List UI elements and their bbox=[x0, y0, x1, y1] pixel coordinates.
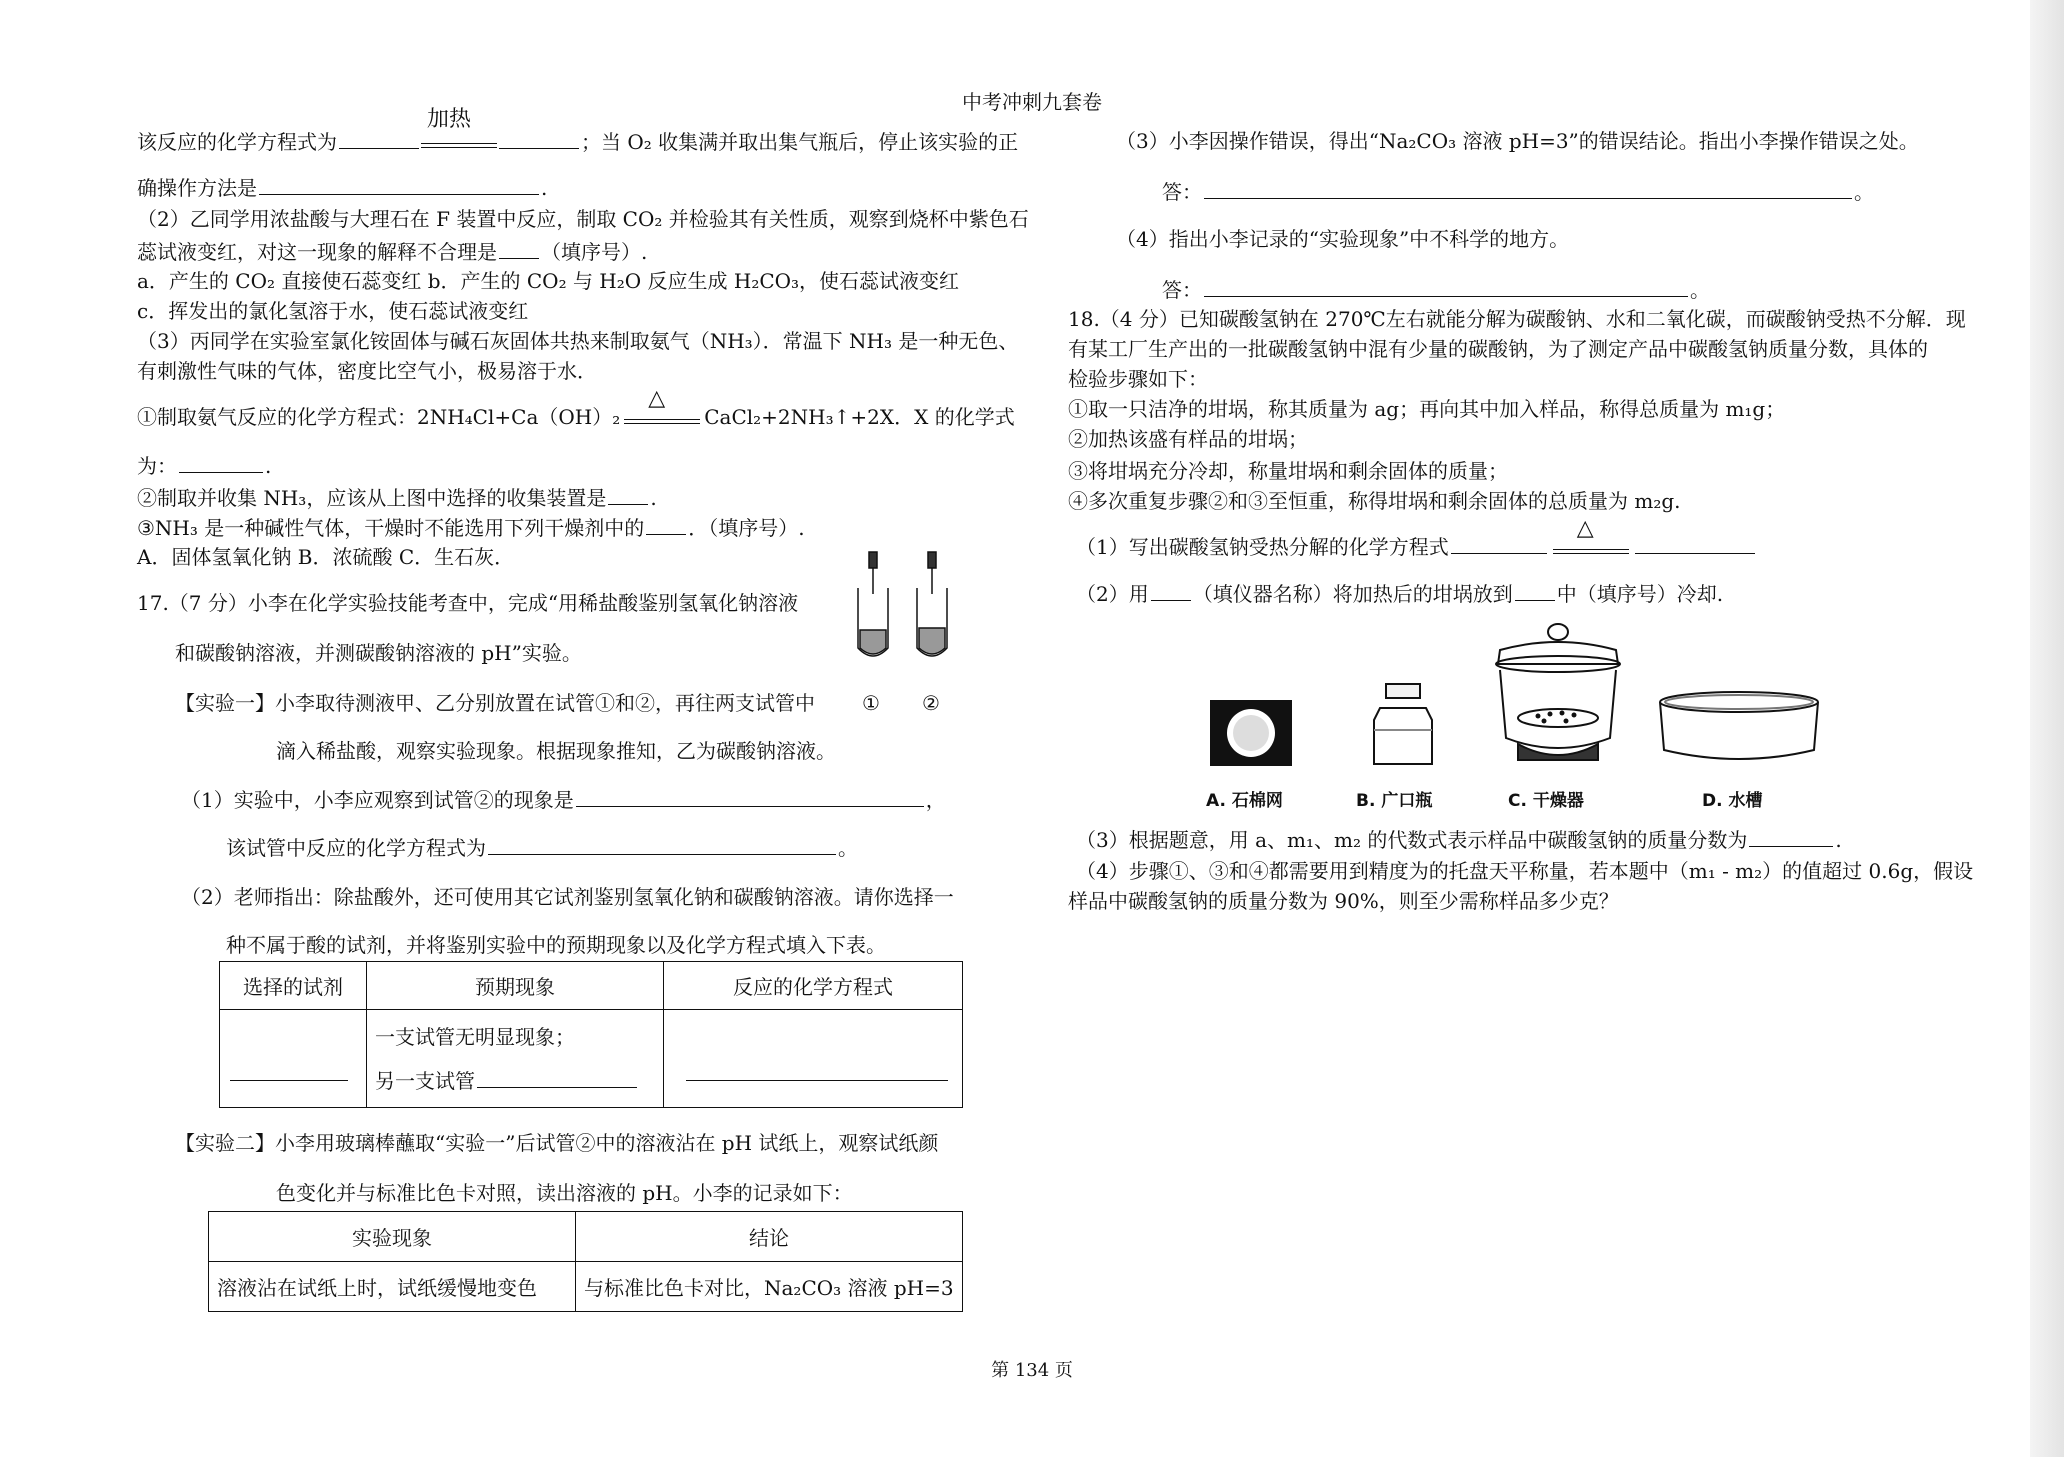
step-2: ②加热该盛有样品的坩埚； bbox=[1068, 427, 1308, 451]
left-line-1: 该反应的化学方程式为 加热 ；当 O₂ 收集满并取出集气瓶后，停止该实验的正 bbox=[137, 107, 1019, 154]
label-desiccator: C. 干燥器 bbox=[1508, 791, 1584, 811]
blank[interactable] bbox=[259, 174, 539, 195]
blank[interactable] bbox=[1204, 276, 1688, 297]
experiment-2-line-1: 【实验二】小李用玻璃棒蘸取“实验一”后试管②中的溶液沾在 pH 试纸上，观察试纸颜 bbox=[175, 1131, 939, 1155]
equation-cell[interactable] bbox=[664, 1010, 963, 1108]
step-1: ①取一只洁净的坩埚，称其质量为 ag；再向其中加入样品，称得总质量为 m₁g； bbox=[1068, 397, 1786, 421]
asbestos-gauze-icon bbox=[1210, 700, 1292, 766]
blank[interactable] bbox=[1451, 533, 1547, 554]
blank[interactable] bbox=[1515, 580, 1555, 601]
apparatus-figure bbox=[1200, 618, 1840, 778]
delta-icon: △ bbox=[648, 386, 666, 411]
wide-mouth-bottle-icon bbox=[1374, 684, 1432, 764]
blank[interactable] bbox=[1749, 826, 1833, 847]
blank[interactable] bbox=[576, 786, 924, 807]
blank[interactable] bbox=[499, 238, 539, 259]
blank[interactable] bbox=[179, 452, 263, 473]
left-line-10: 为： . bbox=[137, 454, 272, 478]
left-line-9: ①制取氨气反应的化学方程式：2NH₄Cl+Ca（OH）₂ △ CaCl₂+2NH₃↑+2X．X 的化学式 bbox=[137, 386, 1015, 429]
blank[interactable] bbox=[1635, 533, 1755, 554]
blank[interactable] bbox=[477, 1067, 637, 1088]
reagent-table bbox=[219, 961, 963, 1108]
left-line-12: ③NH₃ 是一种碱性气体，干燥时不能选用下列干燥剂中的 ．（填序号）. bbox=[137, 516, 805, 540]
part-4-line-2: 样品中碳酸氢钠的质量分数为 90%，则至少需称样品多少克？ bbox=[1068, 889, 1619, 913]
label-water-trough: D. 水槽 bbox=[1702, 791, 1763, 811]
question-18-line-3: 检验步骤如下： bbox=[1068, 367, 1208, 391]
answer-line-2: 答： 。 bbox=[1162, 278, 1710, 302]
question-18-line-1: 18.（4 分）已知碳酸氢钠在 270℃左右就能分解为碳酸钠、水和二氧化碳，而碳酸钠受热不分解．现 bbox=[1068, 307, 1966, 331]
part-4-line-1: （4）步骤①、③和④都需要用到精度为的托盘天平称量，若本题中（m₁ - m₂）的值超过 0.6g，假设 bbox=[1076, 859, 1974, 883]
label-wide-mouth-bottle: B. 广口瓶 bbox=[1356, 791, 1433, 811]
blank[interactable] bbox=[1204, 178, 1852, 199]
question-17-line-1: 17.（7 分）小李在化学实验技能考查中，完成“用稀盐酸鉴别氢氧化钠溶液 bbox=[137, 591, 799, 615]
test-tubes-figure bbox=[848, 548, 958, 674]
table-header: 预期现象 bbox=[367, 962, 664, 1010]
left-line-5: a．产生的 CO₂ 直接使石蕊变红 b．产生的 CO₂ 与 H₂O 反应生成 H₂CO₃，使石蕊试液变红 bbox=[137, 269, 960, 293]
left-line-2: 确操作方法是 . bbox=[137, 176, 548, 200]
table-header: 选择的试剂 bbox=[220, 962, 367, 1010]
right-line-3: （4）指出小李记录的“实验现象”中不科学的地方。 bbox=[1116, 227, 1570, 251]
sub-question-2-line-1: （2）老师指出：除盐酸外，还可使用其它试剂鉴别氢氧化钠和碳酸钠溶液。请你选择一 bbox=[181, 885, 954, 909]
blank[interactable] bbox=[608, 484, 648, 505]
left-line-3: （2）乙同学用浓盐酸与大理石在 F 装置中反应，制取 CO₂ 并检验其有关性质，观察到烧杯中紫色石 bbox=[137, 207, 1029, 231]
left-line-4: 蕊试液变红，对这一现象的解释不合理是 （填序号）. bbox=[137, 240, 648, 264]
phenomenon-cell: 一支试管无明显现象； 另一支试管 bbox=[367, 1010, 664, 1108]
table-header: 反应的化学方程式 bbox=[664, 962, 963, 1010]
table-header: 结论 bbox=[576, 1212, 963, 1262]
answer-line-1: 答： 。 bbox=[1162, 180, 1874, 204]
blank[interactable] bbox=[499, 128, 579, 149]
desiccator-icon bbox=[1496, 624, 1620, 760]
tube-label-1: ① bbox=[862, 691, 880, 715]
dropper-icon bbox=[858, 552, 947, 656]
delta-icon: △ bbox=[1576, 516, 1594, 541]
question-18-line-2: 有某工厂生产出的一批碳酸氢钠中混有少量的碳酸钠，为了测定产品中碳酸氢钠质量分数，具体的 bbox=[1068, 337, 1928, 361]
part-2: （2）用 （填仪器名称）将加热后的坩埚放到 中（填序号）冷却. bbox=[1076, 582, 1724, 606]
step-3: ③将坩埚充分冷却，称量坩埚和剩余固体的质量； bbox=[1068, 459, 1508, 483]
tube-label-2: ② bbox=[922, 691, 940, 715]
page-edge-shadow bbox=[2030, 0, 2064, 1457]
left-line-7: （3）丙同学在实验室氯化铵固体与碱石灰固体共热来制取氨气（NH₃）．常温下 NH₃ 是一种无色、 bbox=[137, 329, 1019, 353]
page-number: 第 134 页 bbox=[991, 1360, 1073, 1381]
question-17-line-2: 和碳酸钠溶液，并测碳酸钠溶液的 pH”实验。 bbox=[175, 641, 582, 665]
part-3: （3）根据题意，用 a、m₁、m₂ 的代数式表示样品中碳酸氢钠的质量分数为 . bbox=[1076, 828, 1842, 852]
step-4: ④多次重复步骤②和③至恒重，称得坩埚和剩余固体的总质量为 m₂g. bbox=[1068, 489, 1681, 513]
reagent-cell[interactable] bbox=[220, 1010, 367, 1108]
blank[interactable] bbox=[646, 514, 686, 535]
condition-delta bbox=[1553, 516, 1629, 554]
left-line-8: 有刺激性气味的气体，密度比空气小，极易溶于水． bbox=[137, 359, 597, 383]
blank[interactable] bbox=[488, 834, 836, 855]
experiment-1-line-2: 滴入稀盐酸，观察实验现象。根据现象推知，乙为碳酸钠溶液。 bbox=[276, 739, 836, 763]
table-cell: 与标准比色卡对比，Na₂CO₃ 溶液 pH=3 bbox=[576, 1262, 963, 1312]
sub-question-2-line-2: 种不属于酸的试剂，并将鉴别实验中的预期现象以及化学方程式填入下表。 bbox=[226, 933, 886, 957]
blank[interactable] bbox=[339, 128, 419, 149]
record-table bbox=[208, 1211, 963, 1312]
experiment-2-line-2: 色变化并与标准比色卡对照，读出溶液的 pH。小李的记录如下： bbox=[276, 1181, 853, 1205]
experiment-1-line-1: 【实验一】小李取待测液甲、乙分别放置在试管①和②，再往两支试管中 bbox=[175, 691, 815, 715]
left-line-11: ②制取并收集 NH₃，应该从上图中选择的收集装置是 . bbox=[137, 486, 657, 510]
part-1: （1）写出碳酸氢钠受热分解的化学方程式 △ bbox=[1076, 532, 1757, 560]
left-line-6: c．挥发出的氯化氢溶于水，使石蕊试液变红 bbox=[137, 299, 529, 323]
page-header: 中考冲刺九套卷 bbox=[962, 90, 1102, 114]
sub-question-1-line-2: 该试管中反应的化学方程式为 。 bbox=[226, 836, 858, 860]
table-header: 实验现象 bbox=[209, 1212, 576, 1262]
condition-heating: 加热 bbox=[421, 129, 497, 155]
left-line-13: A．固体氢氧化钠 B．浓硫酸 C．生石灰． bbox=[137, 545, 515, 569]
blank[interactable] bbox=[1151, 580, 1191, 601]
water-trough-icon bbox=[1660, 692, 1818, 759]
sub-question-1-line-1: （1）实验中，小李应观察到试管②的现象是 ， bbox=[181, 788, 946, 812]
table-cell: 溶液沾在试纸上时，试纸缓慢地变色 bbox=[209, 1262, 576, 1312]
label-asbestos-gauze: A. 石棉网 bbox=[1206, 791, 1283, 811]
condition-delta bbox=[624, 386, 700, 424]
right-line-1: （3）小李因操作错误，得出“Na₂CO₃ 溶液 pH=3”的错误结论。指出小李操作错误之处。 bbox=[1116, 129, 1919, 153]
